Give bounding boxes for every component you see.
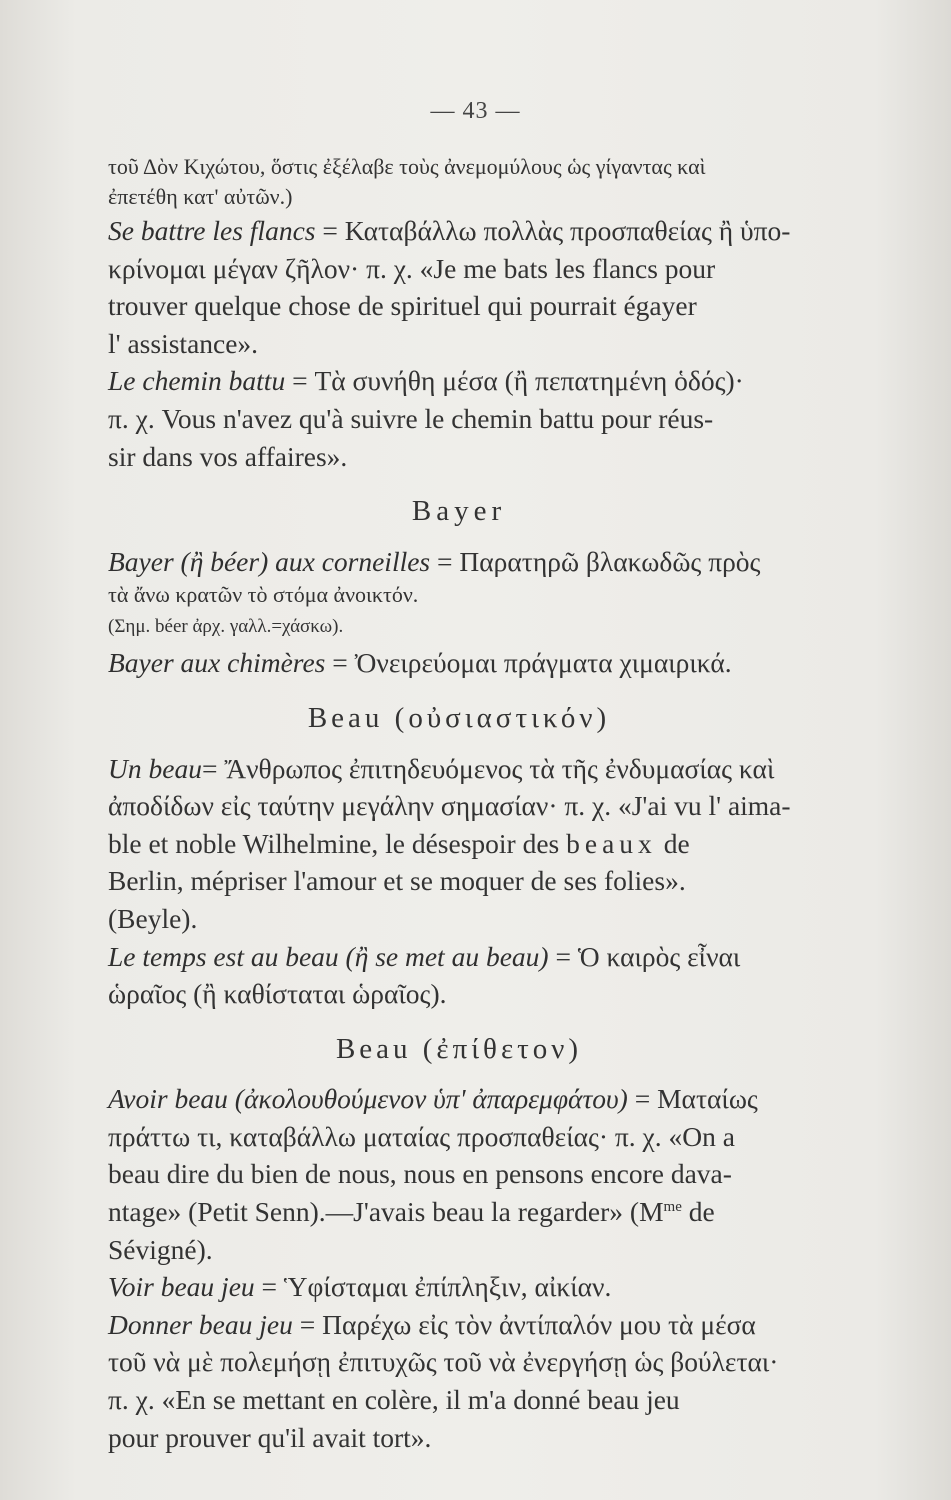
entry-head: Voir beau jeu [108, 1271, 255, 1303]
entry-text: = Ὑφίσταμαι ἐπίπληξιν, αἰκίαν. [254, 1271, 612, 1303]
entry-line: sir dans vos affaires». [108, 440, 348, 472]
entry-line: τὰ ἄνω κρατῶν τὸ στόμα ἀνοικτόν. [108, 582, 419, 608]
entry-line: ἀποδίδων εἰς ταύτην μεγάλην σημασίαν· π. χ. «J'ai vu l' aima- [108, 790, 791, 822]
entry-line: pour prouver qu'il avait tort». [108, 1421, 432, 1453]
entry-text: = Ὁ καιρὸς εἶναι [548, 940, 741, 972]
entry-line: ntage» (Petit Senn).—J'avais beau la regarder» (M [108, 1196, 664, 1228]
entry-text: = Τὰ συνήθη μέσα (ἢ πεπατημένη ὁδός)· [285, 365, 744, 397]
intro-line-1: τοῦ Δὸν Κιχώτου, ὅστις ἐξέλαβε τοὺς ἀνεμομύλους ὡς γίγαντας καὶ [108, 154, 706, 179]
entry-line: π. χ. Vous n'avez qu'à suivre le chemin battu pour réus- [108, 402, 714, 434]
entry-line: πράττω τι, καταβάλλω ματαίας προσπαθείας· π. χ. «On a [108, 1120, 735, 1152]
entry-head: Le chemin battu [108, 365, 286, 397]
spaced-word: beaux [566, 827, 657, 859]
entry-line: τοῦ νὰ μὲ πολεμήσῃ ἐπιτυχῶς τοῦ νὰ ἐνεργήσῃ ὡς βούλεται· [108, 1346, 779, 1378]
superscript: me [663, 1198, 682, 1215]
entry-se-battre-les-flancs [108, 212, 810, 362]
entry-head: Bayer aux chimères [108, 647, 326, 679]
entry-head: Un beau [108, 752, 202, 784]
entry-le-chemin-battu [108, 362, 810, 475]
entry-un-beau [108, 750, 810, 938]
entry-voir-beau-jeu [108, 1268, 810, 1306]
entry-text: = Καταβάλλω πολλὰς προσπαθείας ἢ ὑπο- [315, 215, 791, 246]
entry-text: = Παρατηρῶ βλακωδῶς πρὸς [430, 545, 761, 577]
entry-text: = Ματαίως [627, 1083, 758, 1115]
entry-le-temps-est-au-beau [108, 938, 810, 1013]
entry-head: Bayer (ἢ béer) aux corneilles [108, 545, 431, 577]
etymology-note: (Σημ. béer ἀρχ. γαλλ.=χάσκω). [108, 616, 344, 638]
entry-donner-beau-jeu [108, 1306, 810, 1456]
entry-head: Donner beau jeu [108, 1308, 293, 1340]
entry-bayer-aux-corneilles [108, 543, 810, 645]
entry-line: ὡραῖος (ἢ καθίσταται ὡραῖος). [108, 978, 447, 1010]
entry-line: Berlin, mépriser l'amour et se moquer de ses folies». [108, 865, 686, 897]
entry-head: Avoir beau [108, 1083, 228, 1115]
entry-text: = Ὀνειρεύομαι πράγματα χιμαιρικά. [325, 647, 732, 679]
section-title-beau-adj: Beau (ἐπίθετον) [335, 1032, 583, 1065]
entry-bayer-aux-chimeres [108, 644, 810, 682]
entry-text: de [681, 1196, 715, 1228]
intro-paragraph [108, 152, 810, 212]
entry-line: Sévigné). [108, 1233, 213, 1265]
entry-line: π. χ. «En se mettant en colère, il m'a donné beau jeu [108, 1384, 680, 1416]
entry-line: ble et noble Wilhelmine, le désespoir des [108, 827, 560, 859]
entry-line: l' assistance». [108, 327, 259, 359]
entry-line: beau dire du bien de nous, nous en pensons encore dava- [108, 1158, 732, 1190]
entry-line: (Beyle). [108, 902, 198, 934]
entry-text: = Παρέχω εἰς τὸν ἀντίπαλόν μου τὰ μέσα [292, 1308, 756, 1340]
intro-line-2: ἐπετέθη κατ' αὐτῶν.) [108, 184, 293, 209]
page-number: — 43 — [430, 98, 521, 124]
entry-text: de [656, 827, 690, 859]
entry-paren: (ἀκολουθούμενον ὑπ' ἀπαρεμφάτου) [227, 1083, 628, 1115]
entry-line: trouver quelque chose de spirituel qui pourrait égayer [108, 290, 697, 322]
section-title-beau-noun: Beau (οὐσιαστικόν) [307, 701, 611, 734]
entry-line: κρίνομαι μέγαν ζῆλον· π. χ. «Je me bats les flancs pour [108, 252, 716, 284]
entry-head: Se battre les flancs [108, 215, 316, 246]
entry-head: Le temps est au beau (ἢ se met au beau) [108, 940, 549, 972]
entry-avoir-beau [108, 1080, 810, 1268]
section-title-bayer: Bayer [411, 495, 507, 528]
entry-text: = Ἄνθρωπος ἐπιτηδευόμενος τὰ τῆς ἐνδυμασίας καὶ [201, 752, 775, 784]
page-content [108, 152, 810, 1456]
